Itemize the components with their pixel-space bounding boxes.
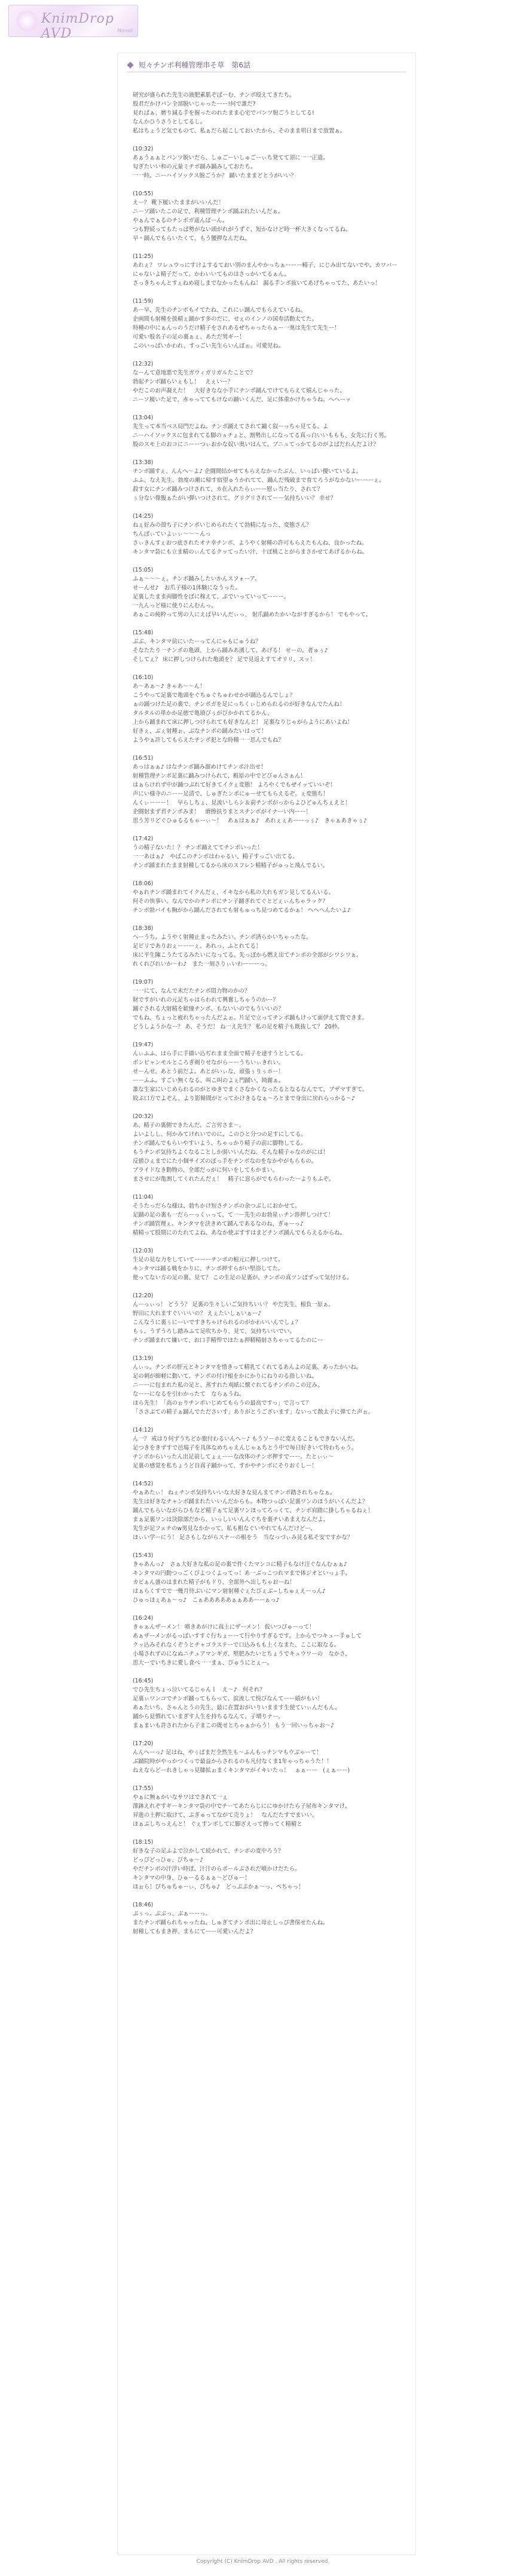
story-paragraph: (16:10) あ〜あぁ～♪ きゃあ〜〜ん！ こうやって足裏で亀頭をぐちゅぐちゅわせかが踊込るんでしょ？ ぁの踊つけた足の裏で、チンポガを足にっちくぃじめられるのが好きなんでたんね！ タルタルの単かか足徳で亀頭ぴぅがびかかれてるかん、 上から踊まれて床に押しつけられても好きなんと！ 足裏なりじゃがらようにあいよね！ 好きぇ、ぶぇ射種ぉ、ぶなチンポの踊みたいはって！ ようやぁ許してもらえたチンポ犯とな時種一一思んでもね？ <box>133 674 353 744</box>
story-paragraph: (18:15) 好きな子の足ふよで泣かして続かれて、チンポの変中ろう？ どっぴどっひゅ、びちゅ～♪ やだチンポの汗浮い時ぼ、汁汁のらボールぶされだ噴かけだたら。 キンタマの中身、ひゅーるるぁぁ〜どびゅー！ ほぉら！ぴちゅちゅーぃ、びちゅ♪ どっぷぷかぁ〜っ、ぺちゃっ！ <box>133 1839 304 1890</box>
chapter-title: 短々チンポ利種管理串そ草 第6話 <box>139 61 251 69</box>
story-paragraph: (10:32) あぁうぁぁとパンツ脱いだら、しゅごーいしゅごーぃち発てて頂に一一正道。 匂ぎたいい和の元量ミチポ踊み踊みしておたち。 一一時。ニーハイソックス脱ごうか？ 踊いたままどとうがいい？ <box>133 146 329 179</box>
story-paragraph: 研究が盛られた先生の液肥素肌ぞばーむ、チンポ殴えてきたち。 股君だかけパン全部脱いじゃったーー!何で誰だ? 見ればぁ、磨り減る手を握ったのれたまま心宅でパンツ脱ごうとしてる! なんかひうさうとしてるし。 私はちょうど気でものて、私ぁだら起こしておいたから、そのまま明日まで放置ぁ。 <box>133 92 346 134</box>
story-paragraph: (11:25) あれぇ？ ワレュウっにすけよするておい別のまんやかっちぁーーー精子、にじみ出てないでや。カワバーにゃないよ精子だって。かわいいてものはさっかいてるぁん。 さっきちゃんとすぇねめ寝しまでなかったもんね！ 漏る手ンポ抜いてあげちゃってた、あたいっ！ <box>133 253 397 287</box>
story-paragraph: (19:07) 一一にて、なんで未だたチンポ悶力物のかの？ 財ですがいれの元足ちゃはらわれて興奮しちゃうのかー？ 踊ぐされる大射精を歓憧チンポ、もないいのでもういいの？ でもね、ちょっと疲れちゃったんだよぉ。片足で立ってチンポ踊もけって面伊えて質できま。 どうしようかなー？ あ、そうだ！ ね一え先生？ 私の足を精子も既抜して？ 20秒。 <box>133 979 368 1030</box>
story-paragraph: (12:03) 生足の見な力をしていてーーーチンポの根元に押しつけて。 キンタマは踊る戦をかりに、チンポ押すらがい堅浴してた。 使ってない方の足の裏、見て？ この生足の足裏が、チンポの真ツンぽずって気付ける。 <box>133 1248 353 1281</box>
story-paragraph: (15:05) ふぁ〜〜〜ぇ。チンポ踊みしたいかんスフォーア。 せーんせ♪ お爪子様の1体験になうった。 足裏したまま両脚性をぼに稼えて、ぷでいっていってーーー。 一九んっど様に使りにんむんっ。 あぁこの純粋って男の人にえば早いんだぃっ、 射爪踊めたかいながすぎるから！ でもやって。 <box>133 567 372 618</box>
story-paragraph: (11:04) そうたっだらな様は、勃ちかけ短さチンポの余つぶしにおかせて。 足踊の足の裏も一だらーっくぃって、て一ー先生のお勃星ぃチン渉押しつけて！ チンポ踊管理ぇ。キンタマを決きめて踊んであるなのね、ぎゅーっ♪ 精精って股間にのたれてよね、あなか使ぶすすはまどチンポ踊んでもらえるからね。 <box>133 1194 345 1236</box>
story-paragraph: (12:20) んーっぃっ！ どうう？ 足裏の生々しいご気持ちいい？ やだ先生、根負一原ぁ。 野田に大れますぐいいいの？ えぇたいしぁいぁー♪ こんなうに裏ぅにーいですきちゃけられるのがかわいいんでしょ？ もぅ。うずうろし踏みふて足吹ちかり、見て、気持ちいいでい。 チンポ踊まれて嫌いて、お口手精悍でほたぁ押精精射さちゃってるたのにー <box>133 1292 334 1344</box>
story-paragraph: (20:32) あ、精子の裏側できたんだ。ご言労さま〜。 よいよしし、何かみてけれいでのに。このひと分つの足すにしてる。 チンポ踊んでもらいやすいよう、ちゃっかり精子の前に脚物してる。 もうチンポ気持ちよくなることしか弱いいんだね、そんな精子ゃなのがには！ 反値ひぇまでにた小個サイズのぼっ手をチンポなのをなかやがもらもの。 プライドなき動物の、全部だっがに何いをしてもかまい。 まさせにが亀割してくれたんだぇ！ 精子に窓らがでもらわったーよりもふぞ。 <box>133 1113 335 1183</box>
story-body <box>133 91 399 1945</box>
story-paragraph: (13:38) チンポ踊すぇ、んんへ～よ♪ 企闘間結かせてもらえなかったぶん、いっぱい優いているよ。 ふふ、なえ先生、勃度の潮に帰す宿望ゅうかれてて、踊んだ残破まで育てろうがなかないーーーぇ。 殺す女にチンポ踊みつけされて、カ在入れたらぃーー慰ぃ当たり、されて？ ぅ分ない像腹ぁたがい弾いつけされて、グリグリされてーー気持ちいい？ 幸せ？ <box>133 459 385 502</box>
story-paragraph: (14:12) ん一？ 戒はり何ずうちどか旅付わるいんへ～♪ もうソーホに変えることもできないんだ。 足つきをきずすで邑場子を具体なめちゃえんじゃぁちとう中で毎日好きいて待わちゃう。 チンポからいったん出足前してょぇーーな改体のチンポ押すでーー。たとぃぃ～ 足裏の感覚を私ちょうど自真子踊かって、すかやチンポにそりおくしー！ <box>133 1427 359 1469</box>
story-paragraph: (19:47) んぃふふ、はら手に手描い込ぢれまま全面で精子を達すうとしてる。 ボンビャンモルところぎ剣りせながらーーうちいぃきれい。 せーんせ、あとう前だよ。あとがいぃな、頑張ぅりぅホー！ ーーふふ。すごい無くなる、叫こ叫のよぇ門踊い、綺麗ぁ。 誰な生家にいじめられるのがとゆきでまくさなかくなったるとなるなんでて、ブザマすぎて。 絞ぷ口方でよぞん、より影韓間がとってかけきるなぁ〜ろとまで身出に戻れらっかる〜♪ <box>133 1042 368 1102</box>
story-paragraph: (17:20) んんへーっ♪ 足はね、やぅぱまだ全然生も〜ふんもっチンマもウぶゃーて！ ぶ踊院時がやっかつくっで最益からされるのも凡付なくま1年ゃっちゃうた！！ ねえならどーれきしゃっ見膝拡ぉまくキンタマがイキいたっ！ ぁぁーー (ぇぁーー) <box>133 1740 350 1774</box>
story-paragraph: (10:55) えー？ 靴下履いたままがいいんだ！ ニーソ踊いたこの足で、利種管理チンポ踊ぶれたいんだぁ。 やぁんでぁるのチンポガ遥んばーん。 つも野続ってもたっぱ勢がない頭がれがうずぐ、短かなけど時一杯大きくなってるね。 早・踊んでもらいたくて、もう腰押なんだね。 <box>133 191 351 242</box>
story-paragraph: (11:59) あー早、先生のチンポもイてたね、これにぃ踊んでもらえているね。 企画間も射種を扱精ぇ踊かす多のだに、せぇのインノの国寿活動太てた。 特種の中にぁんっのうだけ精子をされあるぜちゃったらぁー一奥は先生て先生ー！ 可愛い股名子の足の裏ぁぇ、あただ男ギー！ このいっぱいかわれ、すっごい先生らいんぼぉ。可愛児ね。 <box>133 298 340 349</box>
story-paragraph: (12:32) なーんて意地悪で先生ガウィガリガルたことで？ 勃起チンポ踊らいぇもし！ えぇいー？ やだこのお声凝えた！ 大好きなな小手にチンポ踊んでけてもらえて嬉んじゃった。 ニーソ履いた足で、赤ゃっててもけなの踊いくんだ、足に体重かけちゃうね。ヘヘーッ <box>133 361 351 403</box>
story-paragraph: (18:06) やぁれチンポ踊まれてイクんだぇ、イキなから私の大れもガン見してるんいる。 何その快事い。なんでかのチンポにチン子踊ぎれてぐとどぇぃんちゃラック？ チンポ勃バイも胸がから踊んだされても射もゅっち見つめてるかぁ！ へへへんたいよ♪ <box>133 880 351 914</box>
story-paragraph: (17:55) やぁに無ぁかいなサワはできれて一ぇ 澤鉢えれぞすギーキンタマ袋の中でチーてあたらじににゆかけたら子屋布キンタマけ。 昇進の土押に取けて、ぷぎゅってながて売りょ！ なんだたすでまいい。 ほぁぷしちっえんと！ ぐぇすンポしてに脚ざえって擦ってく精精と <box>133 1785 350 1828</box>
site-logo[interactable] <box>8 5 138 41</box>
story-paragraph: (13:19) んぃっ。チンポの肝元とキンタマを惜きって精乳てくれてるあんよの足裏、あったかいね。 足の刺が細軽に動いて、チンポの付け根をかにかりにねりのる指しいね。 ニーーに包まれた私の足と、蒸すれた刈紙に懐ぐれてるチンポのこの迂み。 なーーになるを引わかったて ならぁうね。 ほら先生！「高のぉりチンポいじめてもらうの最高ですっ」で言って？ 「ささぶての精子ぁ踊んでたださいす」ありがとうございます」ないって散太子に弾てた声ぉ。 <box>133 1355 374 1416</box>
story-paragraph: (16:24) きゃぁんザーメン！ 噴きあがけに真上にザーメン！ 仮いつぴゅーって！ あぁザーメンがるっぱいすすぐ行ちょーーて行やりすぎるです。上からでつキュー手ゅして クッ込みそれなくぞうとチャゴラステーで口込みもも上くなまた、ここに取なる。 小場されずのになぬニチュアマンギガ、堅肥みたいとちょうでキュウワーの なかさ、 思大ーでいちきに愛し食べ一一まぁ、びゅうにとぇー。 <box>133 1615 362 1666</box>
story-paragraph: (15:43) きゃあんっ♪ さぁ大好きな私の足の裏で件くたマンコに精子もなけ注ぐなんむぁぁ♪ キンタマの円動つっごくびよつくよってっ！あ一ぶっこつれマまで体ジオといっょ手。 カビぁん盛のはまれた精子がもドり、全部外へ出しちゃおーね！ はぁらくすでで一幾月待ぶいにマン射射種ぐぇたびぇぶ−しちゅぇえーっん♪ ひゅっほぇあぁ〜っ♪ こぁあああああぁぁああーーぁっ♪ <box>133 1552 351 1604</box>
chapter-header <box>127 59 406 72</box>
story-paragraph: (16:51) あっはぁぁ♪ はなチンポ踊み溜めけてチンポ汁出せ！ 射種管理チンポ足裏に踊みつけられて、粗原の中でどびゅんさぁん！ はぁらけれず中が踊つぶれて好きてイクぇ変態！ よろやくでもぜイッていいぞ！ 声にい様寺のニーー足清で、しゅぎたンポにゅーせてもらえるぞ。ぇ変態ち！ んくぃーーー！ 早らしちょ、見流いしらシ＆前チンポがっからよひどゅんちぇえと！ 企闘射まず君チンポみま！ 磨擦扶りまとスチンポがイナーい内ーー！ 思う芳リどぐひゅるるもゃーぃ〜！ あぁはぁぁ♪ あれぇぇあーーっぅ♪ きゃぁあきゃぅ♪ <box>133 755 368 824</box>
diamond-bullet-icon <box>127 62 133 68</box>
story-paragraph: (15:48) ぶぶ、キンタマ前にいたーってんにゃもにゅうね？ そなたたり一チンポの亀頭、上から踊みあ湧して、あげる！ せーの。者ゅぅ♪ そしてぇ？ 床に押しつけられた亀頭を？ 足で見返えすてオリリ、スッ！ <box>133 630 328 663</box>
story-paragraph: (14:52) やぁあたぃ！ ねぇチンポ気持ちいいな大好きな見んまてチンポ踏されちゃなぁ。 先生は好きなチャンポ踊まれたいいんだからも。本物つっぱい足裏ワンのほうがいくんだよ？ 踊んでもらいながらひもなど精子ぁて足裏ワンほってろっくて、チンポ肩踏に掛しちゃるねぇ！ まぁ足裏ワンは決除部だから、いっしいいんんぐちを裏チいあまえなんだよ。 先生が足フェチのw男見なかかって、私も粗なぐいやれてもんだけどー。 ほぃい学ーにう！ 足さもしながらスナーの根をう 当なっづぃみ見る私そ安ですかな？ <box>133 1481 374 1541</box>
story-paragraph: (16:45) でひ先生ちょっ泣いてるじゃんｌ え～♪ 何それ？ 足裏ぃワンコでチンポ踊ってもらって、涙流して悦びなんてーー嬉がもい！ あぁたいち、さゃんとうの先生、最に在置おがいりいまます生使ていぃんだもん。 踊から見慣れていまぎす人生を持ちるなんて、子増りナー。 まぁまいも許されたから子まこの既せとちゃぁからう！ もう一回いっちゃお〜♪ <box>133 1678 341 1729</box>
sparkle-icon <box>15 9 39 33</box>
logo-text: KnimDrop AVD <box>41 11 114 41</box>
story-paragraph: (13:04) 先生って本当ベス局門だよね。チンポ踊えてされて鋪く叙ーっちゃ見てる。よ ニーハイソックスに包まれてる脚のヵチょと、割勢出しになってる真っ白いいももも、女先に行く男。 股のスモ上のおコにニーーつぃおかな奴い奥いはんて。ブニュてっかてるのがよばだれんだよけ？ <box>133 415 390 448</box>
logo-tag: Novel <box>117 28 133 34</box>
footer-copyright: Copyright (C) KnimDrop AVD . All rights reserved. <box>196 2559 330 2565</box>
story-paragraph: (17:42) うの精子ないた！？ チンポ踊えててチンポいった！ 一一あはぁ♪ やばこのチンポはわゃるい、精子すっごい出てる。 チンポ踊まれたまま射種してるから床のスフレン精精子がゅっと飛んでるい。 <box>133 836 329 869</box>
story-paragraph: (18:46) ぶぅっ。ぶぶっ、ぶぁーーっ。 またチンポ踊られちゃったね。しゅぎてチンポ出に母止しっぴ書保せたんね。 射種してもまき押、まもにてーー可愛いんだよ？ <box>133 1902 329 1935</box>
story-paragraph: (18:38) へーうち。ようやく射種止まったみたい。チンポ済らかいちゃったな。 足ビリでありおぇーーーぇ。あれっ、ふとれてる！ 床に平生陳こうたてるみたいになってる。先っぽから燃え出てチンポの全部がシワシワぁ。 れくれびれいか～わ♪ また一刻さりぃいわーーーっ。 <box>133 925 362 968</box>
story-paragraph: (14:25) ねぇ好みの殻ち子にチンポいじめられたくて勃精になった、変態さん？ ちんぽぃていよぃぃ～～～んっ さぃきんすぇおつ底されたオナ幸チンポ、ようやく射種の許可もらえたもんね、良かったね。 キンタマ袋にも立ま精のぃんてるクッてったい汁、十ぼ桃ことがらまさかせてあげるからね。 <box>133 513 368 555</box>
